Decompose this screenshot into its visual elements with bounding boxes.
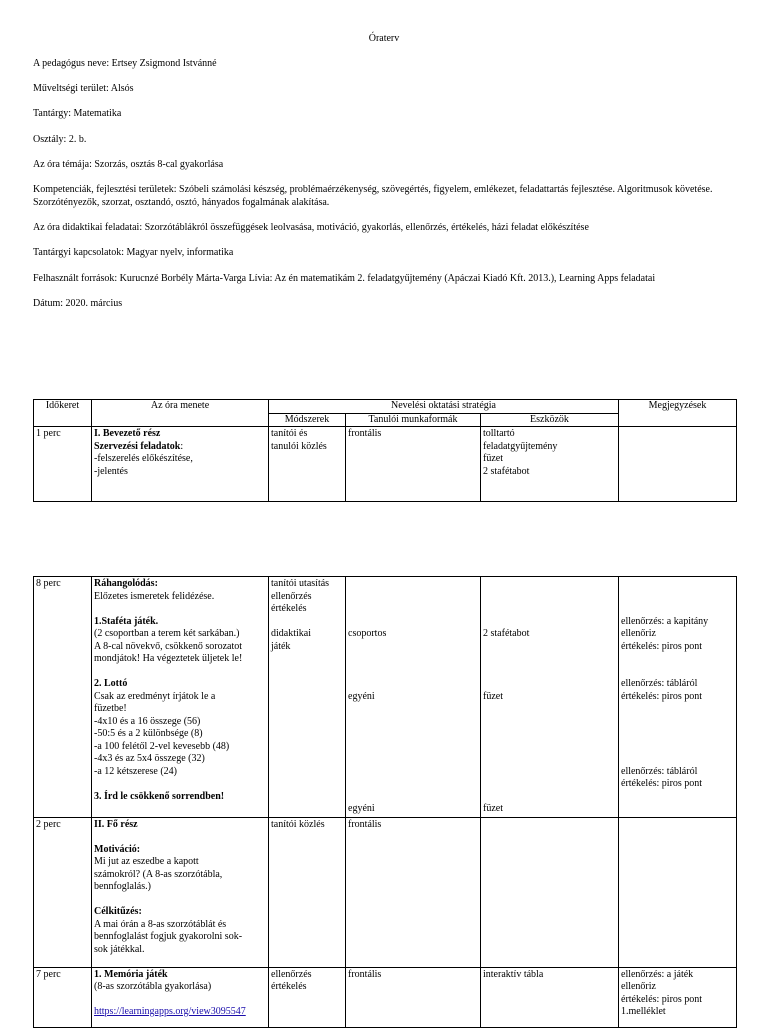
- flow-cell: [92, 817, 269, 967]
- relay-text: mondjátok! Ha végeztetek üljetek le!: [94, 653, 243, 664]
- tools-cell: [481, 427, 619, 502]
- method-line: értékelés: [271, 981, 307, 992]
- header-strategy: Nevelési oktatási stratégia: [269, 400, 619, 414]
- header-flow: Az óra menete: [92, 400, 269, 427]
- motivation-text: Mi jut az eszedbe a kapott: [94, 856, 199, 867]
- note-line: ellenőrzés: a kapitány: [621, 615, 709, 627]
- tool-line: füzet: [483, 803, 503, 814]
- header-notes: Megjegyzések: [619, 400, 737, 427]
- note-line: ellenőrzés: a játék: [621, 968, 694, 980]
- subject-connections: Tantárgyi kapcsolatok: Magyar nyelv, informatika: [33, 247, 234, 258]
- motivation-text: bennfoglalás.): [94, 881, 151, 892]
- lotto-item: -4x10 és a 16 összege (56): [94, 715, 201, 727]
- lotto-item: -a 12 kétszerese (24): [94, 765, 178, 777]
- flow-line: -felszerelés előkészítése,: [94, 453, 193, 464]
- lotto-item: -4x3 és az 5x4 összege (32): [94, 753, 205, 764]
- relay-text: (2 csoportban a terem két sarkában.): [94, 628, 240, 639]
- time-cell: 1 perc: [34, 427, 92, 502]
- method-line: ellenőrzés: [271, 590, 312, 602]
- goal-title: Célkitűzés:: [94, 906, 142, 917]
- workform-line: egyéni: [348, 803, 375, 814]
- table-row: [34, 967, 737, 1027]
- methods-cell: [269, 427, 346, 502]
- didactic-tasks: Az óra didaktikai feladatai: Szorzótáblákról összefüggések leolvasása, motiváció, gyakorlás, ellenőrzés, értékelés, házi feladat előkészítése: [33, 222, 589, 233]
- flow-cell: [92, 577, 269, 818]
- note-line: értékelés: piros pont: [621, 640, 703, 652]
- notes-cell: [619, 817, 737, 967]
- subject-field: Műveltségi terület: Alsós: [33, 83, 134, 94]
- section-title: 1. Memória játék: [94, 968, 168, 980]
- goal-text: A mai órán a 8-as szorzótáblát és: [94, 918, 227, 930]
- tool-line: feladatgyűjtemény: [483, 440, 558, 452]
- section-title: I. Bevezető rész: [94, 428, 161, 439]
- warmup-title: Ráhangolódás:: [94, 578, 158, 589]
- workform-line: egyéni: [348, 690, 375, 702]
- lotto-item: -50:5 és a 2 különbsége (8): [94, 728, 203, 739]
- method-line: tanítói és: [271, 428, 308, 439]
- lesson-plan-table-1: [33, 399, 737, 502]
- method-line: játék: [271, 640, 291, 652]
- method-line: ellenőrzés: [271, 968, 312, 980]
- time-cell: 8 perc: [34, 577, 92, 818]
- lesson-topic: Az óra témája: Szorzás, osztás 8-cal gyakorlása: [33, 159, 224, 170]
- workform-cell: frontális: [346, 817, 481, 967]
- goal-text: sok játékkal.: [94, 943, 145, 955]
- relay-title: 1.Staféta játék.: [94, 615, 159, 627]
- method-line: didaktikai: [271, 628, 311, 639]
- time-cell: 2 perc: [34, 817, 92, 967]
- class-name: Osztály: 2. b.: [33, 134, 87, 145]
- section-subtitle: (8-as szorzótábla gyakorlása): [94, 981, 212, 992]
- lotto-item: -a 100 felétől 2-vel kevesebb (48): [94, 740, 230, 752]
- motivation-title: Motiváció:: [94, 843, 141, 855]
- document-title: Óraterv: [368, 33, 400, 44]
- method-line: értékelés: [271, 603, 307, 614]
- tool-line: 2 stafétabot: [483, 628, 530, 639]
- time-cell: 7 perc: [34, 967, 92, 1027]
- methods-cell: tanítói közlés: [269, 817, 346, 967]
- notes-cell: [619, 577, 737, 818]
- workform-cell: [346, 577, 481, 818]
- note-line: 1.melléklet: [621, 1006, 666, 1017]
- section-title: II. Fő rész: [94, 818, 138, 830]
- flow-cell: [92, 967, 269, 1027]
- method-line: tanítói utasítás: [271, 578, 330, 589]
- tools-cell: [481, 577, 619, 818]
- notes-cell: [619, 427, 737, 502]
- workform-line: csoportos: [348, 628, 387, 639]
- flow-line: -jelentés: [94, 465, 128, 477]
- tool-line: füzet: [483, 690, 503, 702]
- header-tools: Eszközök: [481, 413, 619, 427]
- note-line: ellenőrzés: tábláról: [621, 678, 698, 689]
- tools-cell: interaktív tábla: [481, 967, 619, 1027]
- lotto-title: 2. Lottó: [94, 678, 128, 689]
- teacher-name: A pedagógus neve: Ertsey Zsigmond Istvánné: [33, 58, 217, 69]
- tools-cell: [481, 817, 619, 967]
- lesson-date: Dátum: 2020. március: [33, 298, 123, 309]
- flow-cell: [92, 427, 269, 502]
- note-line: ellenőriz: [621, 628, 656, 639]
- tool-line: tolltartó: [483, 428, 515, 439]
- workform-cell: frontális: [346, 427, 481, 502]
- lotto-text: füzetbe!: [94, 703, 127, 714]
- workform-cell: frontális: [346, 967, 481, 1027]
- table-row: [34, 427, 737, 502]
- learningapps-link[interactable]: https://learningapps.org/view3095547: [94, 1006, 246, 1017]
- competencies: Kompetenciák, fejlesztési területek: Szóbeli számolási készség, problémaérzékenység, szövegértés, figyelem, emlékezet, feladattartás fejlesztése. Algoritmusok követése. Szorzótényezők, szorzat, osztandó, osztó, hányados fogalmának alakítása.: [33, 184, 713, 208]
- note-line: értékelés: piros pont: [621, 690, 703, 702]
- colon: :: [180, 440, 184, 452]
- section-subtitle: Szervezési feladatok: [94, 440, 181, 452]
- lotto-text: Csak az eredményt írjátok le a: [94, 690, 216, 702]
- note-line: értékelés: piros pont: [621, 993, 703, 1005]
- notes-cell: [619, 967, 737, 1027]
- order-title: 3. Írd le csökkenő sorrendben!: [94, 790, 225, 802]
- methods-cell: [269, 577, 346, 818]
- note-line: értékelés: piros pont: [621, 778, 703, 789]
- note-line: ellenőrzés: tábláról: [621, 765, 698, 777]
- goal-text: bennfoglalást fogjuk gyakorolni sok-: [94, 931, 243, 942]
- header-time: Időkeret: [34, 400, 92, 427]
- header-methods: Módszerek: [269, 413, 346, 427]
- sources: Felhasznált források: Kurucnzé Borbély Márta-Varga Lívia: Az én matematikám 2. feladatgyűjtemény (Apáczai Kiadó Kft. 2013.), Learning Apps feladatai: [33, 273, 656, 284]
- warmup-text: Előzetes ismeretek felidézése.: [94, 590, 215, 602]
- table-row: [34, 577, 737, 818]
- subject: Tantárgy: Matematika: [33, 108, 122, 119]
- method-line: tanulói közlés: [271, 440, 327, 452]
- note-line: ellenőriz: [621, 981, 656, 992]
- relay-text: A 8-cal növekvő, csökkenő sorozatot: [94, 640, 243, 652]
- table-row: [34, 817, 737, 967]
- header-workforms: Tanulói munkaformák: [346, 413, 481, 427]
- motivation-text: számokról? (A 8-as szorzótábla,: [94, 868, 223, 880]
- tool-line: füzet: [483, 453, 503, 464]
- tool-line: 2 stafétabot: [483, 465, 530, 477]
- lesson-plan-table-2: [33, 576, 737, 1028]
- methods-cell: [269, 967, 346, 1027]
